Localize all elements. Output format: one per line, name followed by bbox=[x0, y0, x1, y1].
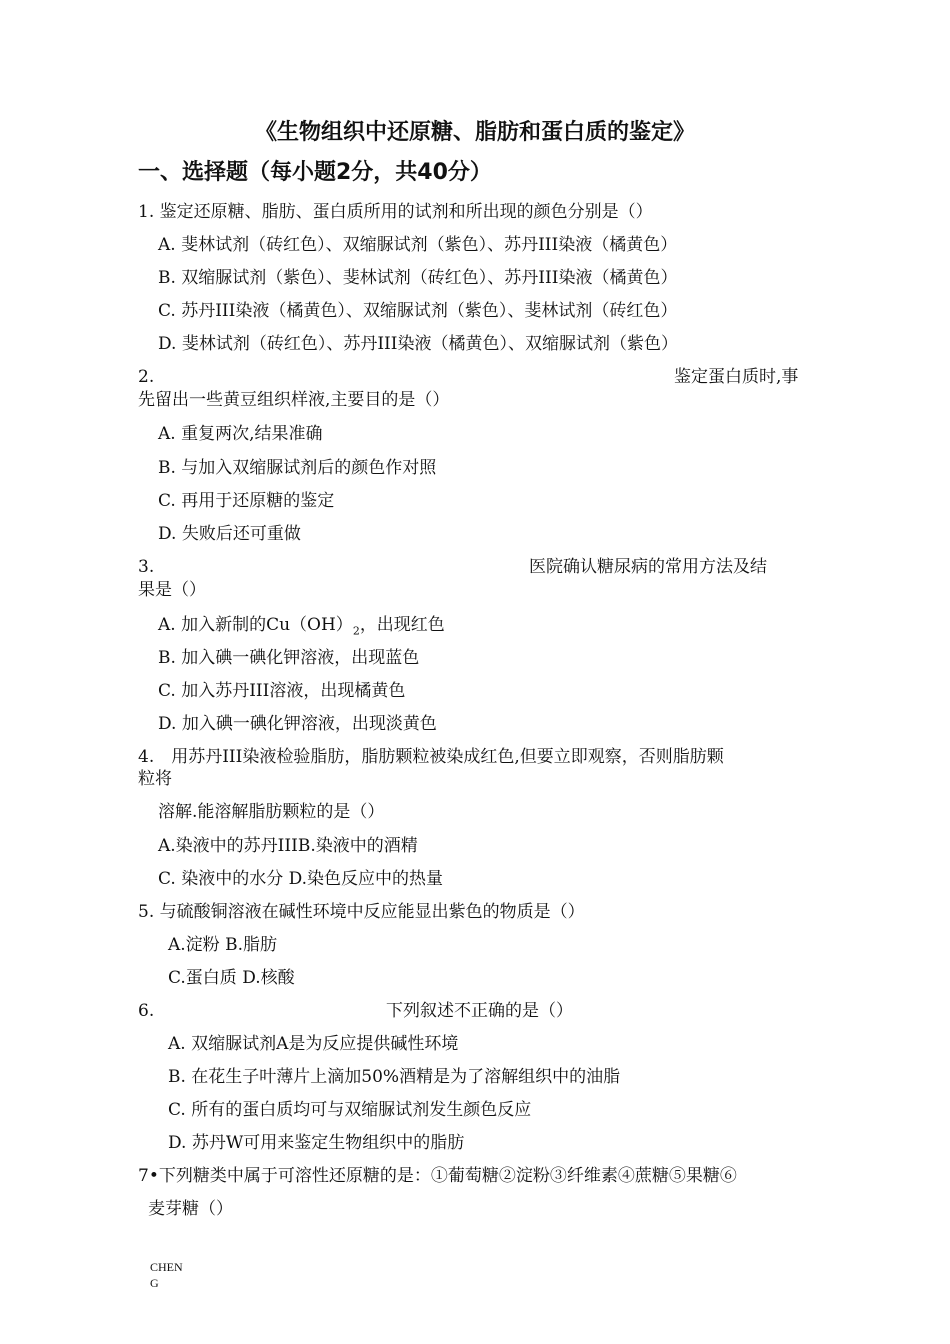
question-3-number: 3. bbox=[138, 557, 155, 577]
question-7-stem: 7•下列糖类中属于可溶性还原糖的是：①葡萄糖②淀粉③纤维素④蔗糖⑤果糖⑥ bbox=[138, 1166, 737, 1186]
question-6-option-c: C. 所有的蛋白质均可与双缩脲试剂发生颜色反应 bbox=[168, 1100, 532, 1120]
question-5-stem: 5. 与硫酸铜溶液在碱性环境中反应能显出紫色的物质是（） bbox=[138, 902, 585, 922]
question-6-option-b: B. 在花生子叶薄片上滴加50%酒精是为了溶解组织中的油脂 bbox=[168, 1067, 621, 1087]
question-2-option-a: A. 重复两次,结果准确 bbox=[158, 424, 323, 444]
question-4-options-ab: A.染液中的苏丹IIIB.染液中的酒精 bbox=[158, 836, 418, 856]
question-3-option-d: D. 加入碘一碘化钾溶液，出现淡黄色 bbox=[158, 714, 437, 734]
section-heading: 一、选择题（每小题2分，共40分） bbox=[138, 160, 492, 185]
question-4-options-cd: C. 染液中的水分 D.染色反应中的热量 bbox=[158, 869, 444, 889]
question-3-option-a bbox=[158, 614, 445, 642]
footer-text-line-2: G bbox=[150, 1276, 159, 1290]
question-2-stem: 鉴定蛋白质时,事 bbox=[674, 367, 799, 387]
question-1-stem: 1. 鉴定还原糖、脂肪、蛋白质所用的试剂和所出现的颜色分别是（） bbox=[138, 202, 653, 222]
question-4-stem-continued: 粒将 bbox=[138, 769, 172, 789]
question-2-option-d: D. 失败后还可重做 bbox=[158, 524, 301, 544]
footer-text-line-1: CHEN bbox=[150, 1260, 183, 1274]
document-title: 《生物组织中还原糖、脂肪和蛋白质的鉴定》 bbox=[254, 120, 695, 145]
question-6-option-d: D. 苏丹W可用来鉴定生物组织中的脂肪 bbox=[168, 1133, 465, 1153]
question-4-stem-continued-2: 溶解.能溶解脂肪颗粒的是（） bbox=[158, 802, 385, 822]
question-3-option-c: C. 加入苏丹III溶液，出现橘黄色 bbox=[158, 681, 406, 701]
question-3-option-b: B. 加入碘一碘化钾溶液，出现蓝色 bbox=[158, 648, 420, 668]
question-4-stem: 4. 用苏丹III染液检验脂肪，脂肪颗粒被染成红色,但要立即观察，否则脂肪颗 bbox=[138, 747, 724, 767]
question-2-stem-continued: 先留出一些黄豆组织样液,主要目的是（） bbox=[138, 390, 450, 410]
question-5-options-ab: A.淀粉 B.脂肪 bbox=[168, 935, 277, 955]
question-7-stem-continued: 麦芽糖（） bbox=[148, 1199, 233, 1219]
question-6-option-a: A. 双缩脲试剂A是为反应提供碱性环境 bbox=[168, 1034, 459, 1054]
subscript-2: 2 bbox=[352, 624, 360, 638]
question-3-stem: 医院确认糖尿病的常用方法及结 bbox=[529, 557, 767, 577]
question-1-option-b: B. 双缩脲试剂（紫色）、斐林试剂（砖红色）、苏丹III染液（橘黄色） bbox=[158, 268, 678, 288]
question-5-options-cd: C.蛋白质 D.核酸 bbox=[168, 968, 295, 988]
question-2-option-b: B. 与加入双缩脲试剂后的颜色作对照 bbox=[158, 458, 437, 478]
question-3-option-a-text-end: ，出现红色 bbox=[359, 615, 445, 635]
question-1-option-d: D. 斐林试剂（砖红色）、苏丹III染液（橘黄色）、双缩脲试剂（紫色） bbox=[158, 334, 678, 354]
question-2-number: 2. bbox=[138, 367, 155, 387]
question-1-option-a: A. 斐林试剂（砖红色）、双缩脲试剂（紫色）、苏丹III染液（橘黄色） bbox=[158, 235, 678, 255]
question-6-stem: 下列叙述不正确的是（） bbox=[386, 1001, 573, 1021]
question-6-number: 6. bbox=[138, 1001, 155, 1021]
question-3-option-a-text: A. 加入新制的Cu（OH） bbox=[158, 615, 353, 635]
question-2-option-c: C. 再用于还原糖的鉴定 bbox=[158, 491, 335, 511]
question-3-stem-continued: 果是（） bbox=[138, 580, 206, 600]
question-1-option-c: C. 苏丹III染液（橘黄色）、双缩脲试剂（紫色）、斐林试剂（砖红色） bbox=[158, 301, 678, 321]
